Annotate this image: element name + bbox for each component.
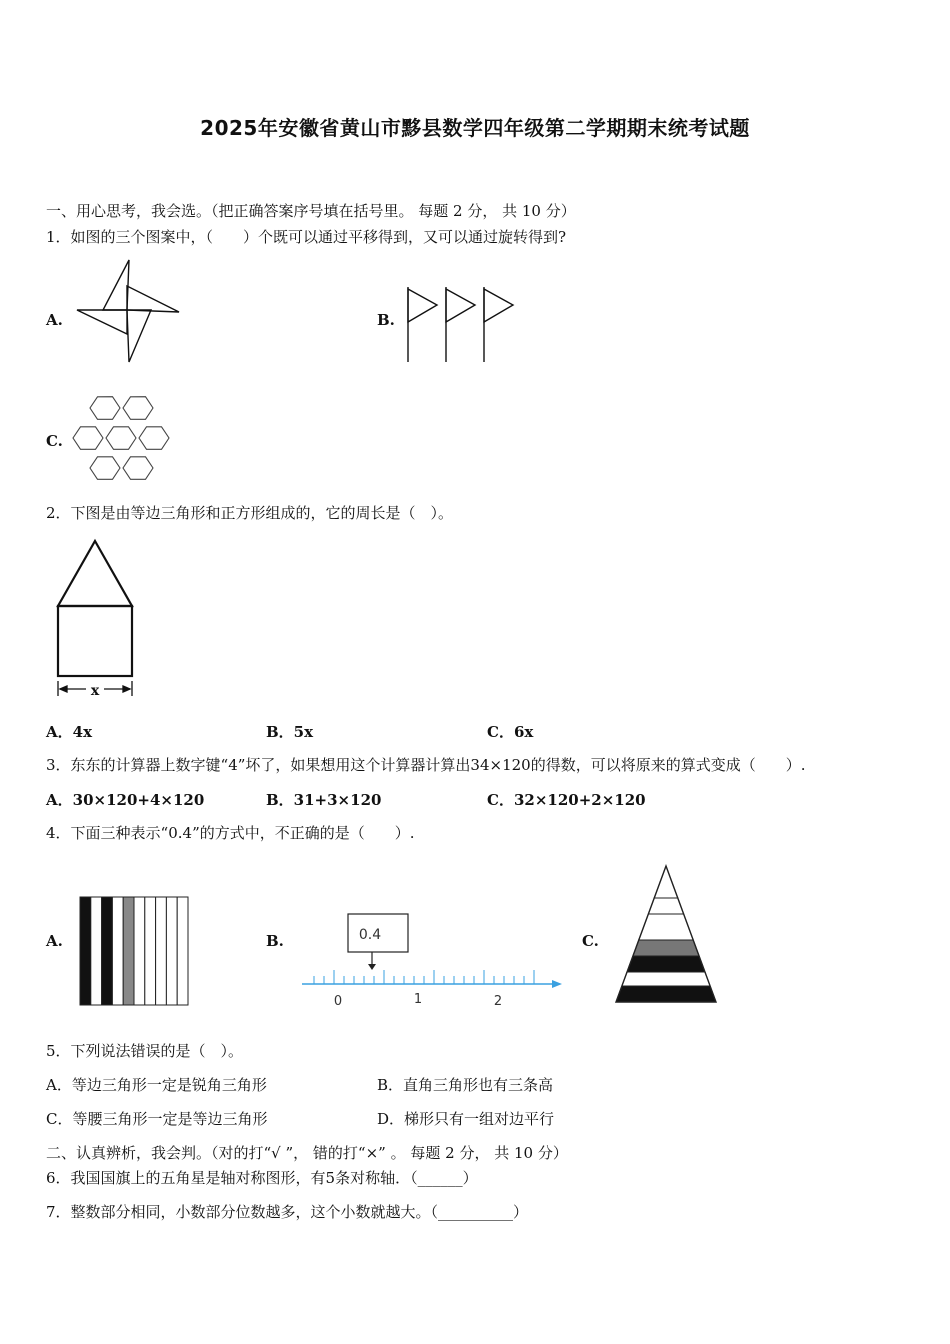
tick-label-1: 1 [413,992,423,1007]
dimension-label-x: x [90,683,100,699]
strip-cell [123,897,134,1005]
strip-cell [134,897,145,1005]
tick-label-0: 0 [333,994,343,1009]
striped-square-figure [80,896,192,1008]
pointer-arrow-icon [368,964,376,970]
value-box-label: 0.4 [358,927,382,943]
q1-option-b-label: B. [377,311,395,329]
strip-cell [177,897,188,1005]
q5-text: 5．下列说法错误的是（ ）。 [46,1042,244,1060]
axis-arrow-icon [552,980,562,988]
strip-cell [112,897,123,1005]
q4-option-b-label: B. [266,932,284,950]
q2-option-a: A．4x [46,723,93,741]
pinwheel-blade-top [103,260,129,310]
number-line-figure [300,912,565,1012]
strip-cell [80,897,91,1005]
triangle-band [627,956,705,972]
hexagon-cell [123,397,153,420]
tick-label-2: 2 [493,994,503,1009]
q3-option-c: C．32×120+2×120 [487,791,646,809]
hexagon-cell [106,427,136,450]
pinwheel-blade-bottom [127,310,151,362]
pinwheel-blade-right [127,286,179,312]
q3-option-b: B．31+3×120 [266,791,382,809]
strip-cell [102,897,113,1005]
strip-cell [91,897,102,1005]
q2-option-c: C．6x [487,723,534,741]
q1-option-c-label: C. [46,432,63,450]
hexagon-cell [139,427,169,450]
square-body [58,606,132,676]
q1-text: 1．如图的三个图案中，（ ）个既可以通过平移得到，又可以通过旋转得到? [46,228,567,246]
flags-figure [400,285,520,365]
hexagon-figure [72,390,172,486]
q2-option-b: B．5x [266,723,314,741]
strip-cell [145,897,156,1005]
q6-text: 6．我国国旗上的五角星是轴对称图形，有5条对称轴．（______） [46,1169,478,1187]
house-figure [50,538,150,703]
page-title: 2025年安徽省黄山市黟县数学四年级第二学期期末统考试题 [200,116,750,140]
triangle-band [622,972,710,986]
q4-option-a-label: A. [46,932,63,950]
q4-option-c-label: C. [582,932,599,950]
strip-cell [166,897,177,1005]
triangle-band [654,866,678,898]
section2-heading: 二、认真辨析，我会判。（对的打“√ ”， 错的打“×” 。 每题 2 分， 共 10 分） [46,1144,568,1162]
hexagon-cell [73,427,103,450]
triangle-roof [58,541,132,606]
q5-option-d: D．梯形只有一组对边平行 [377,1110,555,1128]
q4-text: 4．下面三种表示“0.4”的方式中，不正确的是（ ）. [46,824,415,842]
hexagon-cell [123,457,153,480]
striped-triangle-figure [612,862,722,1007]
hexagon-cell [90,397,120,420]
pinwheel-figure [75,258,181,364]
triangle-band [633,940,699,956]
section1-heading: 一、用心思考，我会选。（把正确答案序号填在括号里。 每题 2 分， 共 10 分） [46,202,576,220]
q5-option-a: A．等边三角形一定是锐角三角形 [46,1076,267,1094]
q5-option-c: C．等腰三角形一定是等边三角形 [46,1110,268,1128]
q7-text: 7．整数部分相同，小数部分位数越多，这个小数就越大。（__________） [46,1203,529,1221]
triangle-band [616,986,716,1002]
hexagon-cell [90,457,120,480]
q5-option-b: B．直角三角形也有三条高 [377,1076,554,1094]
pinwheel-blade-left [77,310,127,334]
q2-text: 2．下图是由等边三角形和正方形组成的，它的周长是（ ）。 [46,504,454,522]
q3-text: 3．东东的计算器上数字键“4”坏了，如果想用这个计算器计算出34×120的得数，可以将原来的算式变成（ ）. [46,756,806,774]
q3-option-a: A．30×120+4×120 [46,791,205,809]
q1-option-a-label: A. [46,311,63,329]
strip-cell [156,897,167,1005]
